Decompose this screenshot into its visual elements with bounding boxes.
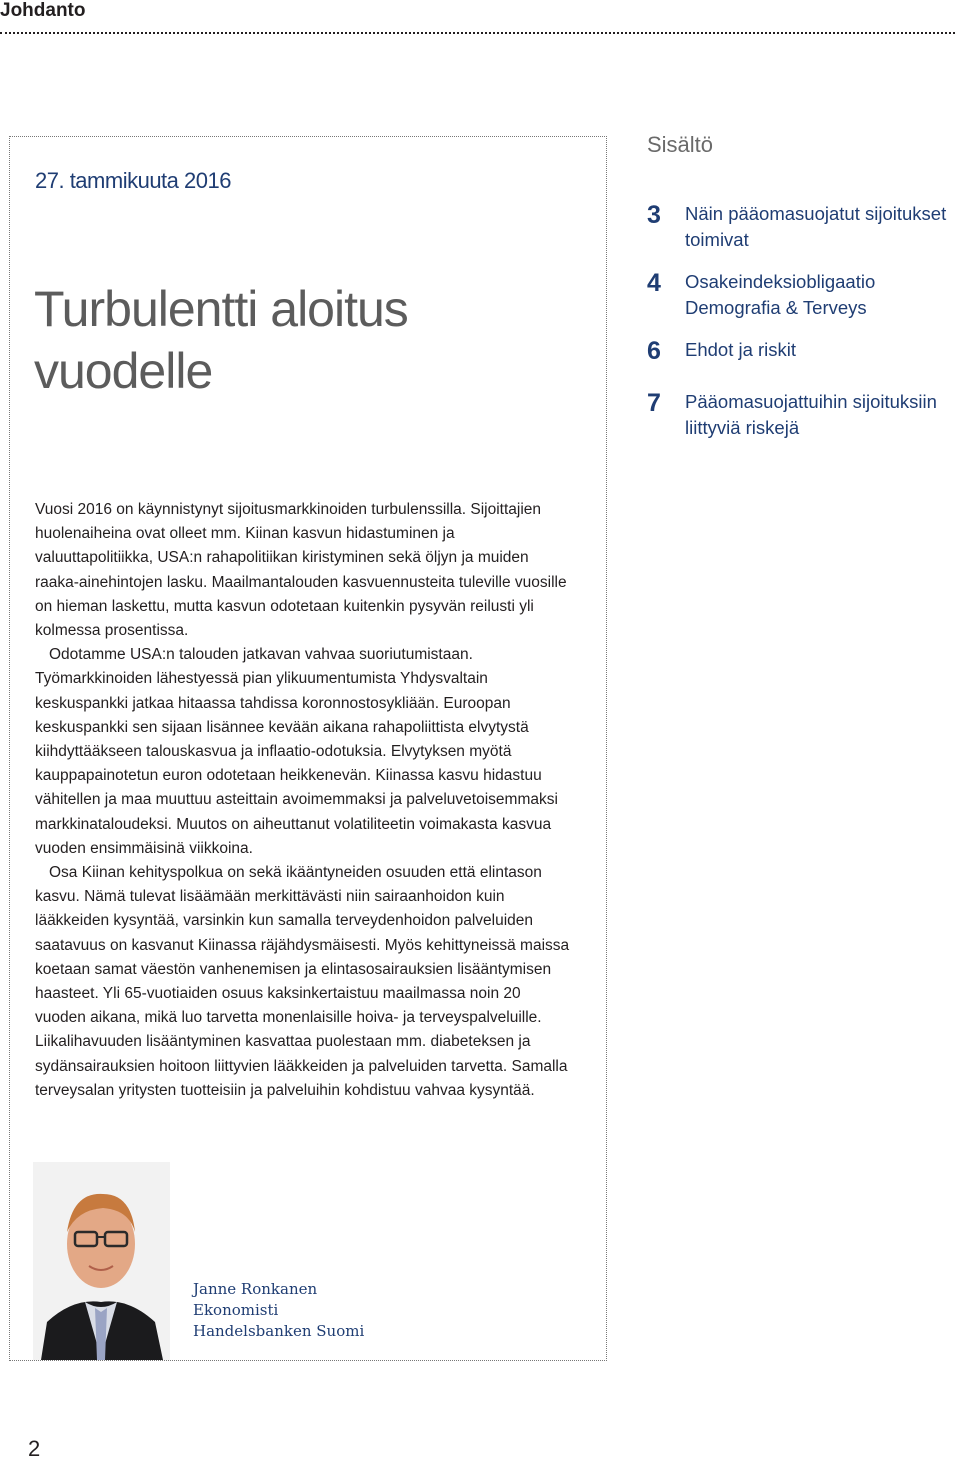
toc-item-line: Osakeindeksiobligaatio: [685, 271, 876, 292]
necktie: [95, 1308, 107, 1360]
toc-item-number: 7: [647, 389, 661, 417]
article-headline: [34, 278, 408, 402]
author-info: [193, 1279, 364, 1342]
headline-line-2: vuodelle: [34, 343, 213, 399]
article-paragraph: Vuosi 2016 on käynnistynyt sijoitusmarkkinoiden turbulenssilla. Sijoittajien huolenaiheina ovat olleet mm. Kiinan kasvun hidastuminen ja valuuttapolitiikka, USA:n rahapolitiikan kiristyminen sekä öljyn ja muiden raaka-ainehintojen lasku. Maailmantalouden kasvuennusteita tuleville vuosille on hieman laskettu, mutta kasvun odotetaan kuitenkin pysyvän reilusti yli kolmessa prosentissa.: [35, 501, 567, 640]
toc-item-label: [685, 269, 875, 321]
article-paragraph: Osa Kiinan kehityspolkua on sekä ikääntyneiden osuuden että elintason kasvu. Nämä tulevat lisäämään merkittävästi niin sairaanhoidon kuin lääkkeiden kysyntää, varsinkin kun samalla terveydenhoidon palveluiden saatavuus on kasvanut Kiinassa räjähdysmäisesti. Myös kehittyneissä maissa koetaan samat väestön vanhenemisen ja elintasosairauksien lisääntymisen haasteet. Yli 65-vuotiaiden osuus kaksinkertaistuu maailmassa noin 20 vuoden aikana, mikä luo tarvetta monenlaisille hoiva- ja terveyspalveluille. Liikalihavuuden lisääntyminen kasvattaa puolestaan mm. diabeteksen ja sydänsairauksien hoitoon liittyvien lääkkeiden ja palveluiden tarvetta. Samalla terveysalan yritysten tuotteisiin ja palveluihin kohdistuu vahvaa kysyntää.: [35, 864, 570, 1099]
header-divider: [0, 32, 955, 34]
toc-item-line: Näin pääomasuojatut sijoitukset: [685, 203, 947, 224]
toc-item-number: 6: [647, 337, 661, 365]
toc-item-line: liittyviä riskejä: [685, 417, 800, 438]
page-number: 2: [28, 1436, 41, 1461]
toc-item-label: [685, 201, 946, 253]
section-label: Johdanto: [0, 0, 86, 21]
toc-item-label: [685, 389, 937, 441]
author-name: Janne Ronkanen: [193, 1280, 318, 1298]
toc-item-line: toimivat: [685, 229, 749, 250]
toc-title: Sisältö: [647, 132, 714, 157]
author-company: Handelsbanken Suomi: [193, 1322, 365, 1340]
headline-line-1: Turbulentti aloitus: [34, 281, 408, 337]
author-portrait: [33, 1162, 170, 1360]
toc-item-line: Ehdot ja riskit: [685, 339, 797, 360]
toc-item-line: Demografia & Terveys: [685, 297, 867, 318]
toc-item-label: [685, 337, 796, 363]
author-title: Ekonomisti: [193, 1301, 279, 1319]
issue-date: 27. tammikuuta 2016: [35, 168, 231, 193]
toc-item-number: 4: [647, 269, 661, 297]
toc-item-number: 3: [647, 201, 661, 229]
toc-item-line: Pääomasuojattuihin sijoituksiin: [685, 391, 937, 412]
article-body: [35, 498, 575, 1103]
article-paragraph: Odotamme USA:n talouden jatkavan vahvaa suoriutumistaan. Työmarkkinoiden lähestyessä pian ylikuumentumista Yhdysvaltain keskuspankki jatkaa hitaassa tahdissa koronnostosykliään. Euroopan keskuspankki sen sijaan lisännee kevään aikana rahapoliittista elvytystä kiihdyttääkseen talouskasvua ja inflaatio-odotuksia. Elvytyksen myötä kauppapainotetun euron odotetaan heikkenevän. Kiinassa kasvu hidastuu vähitellen ja maa muuttuu asteittain avoimemmaksi ja palveluvetoisemmaksi markkinataloudeksi. Muutos on aiheuttanut volatiliteetin voimakasta kasvua vuoden ensimmäisinä viikkoina.: [35, 646, 558, 857]
